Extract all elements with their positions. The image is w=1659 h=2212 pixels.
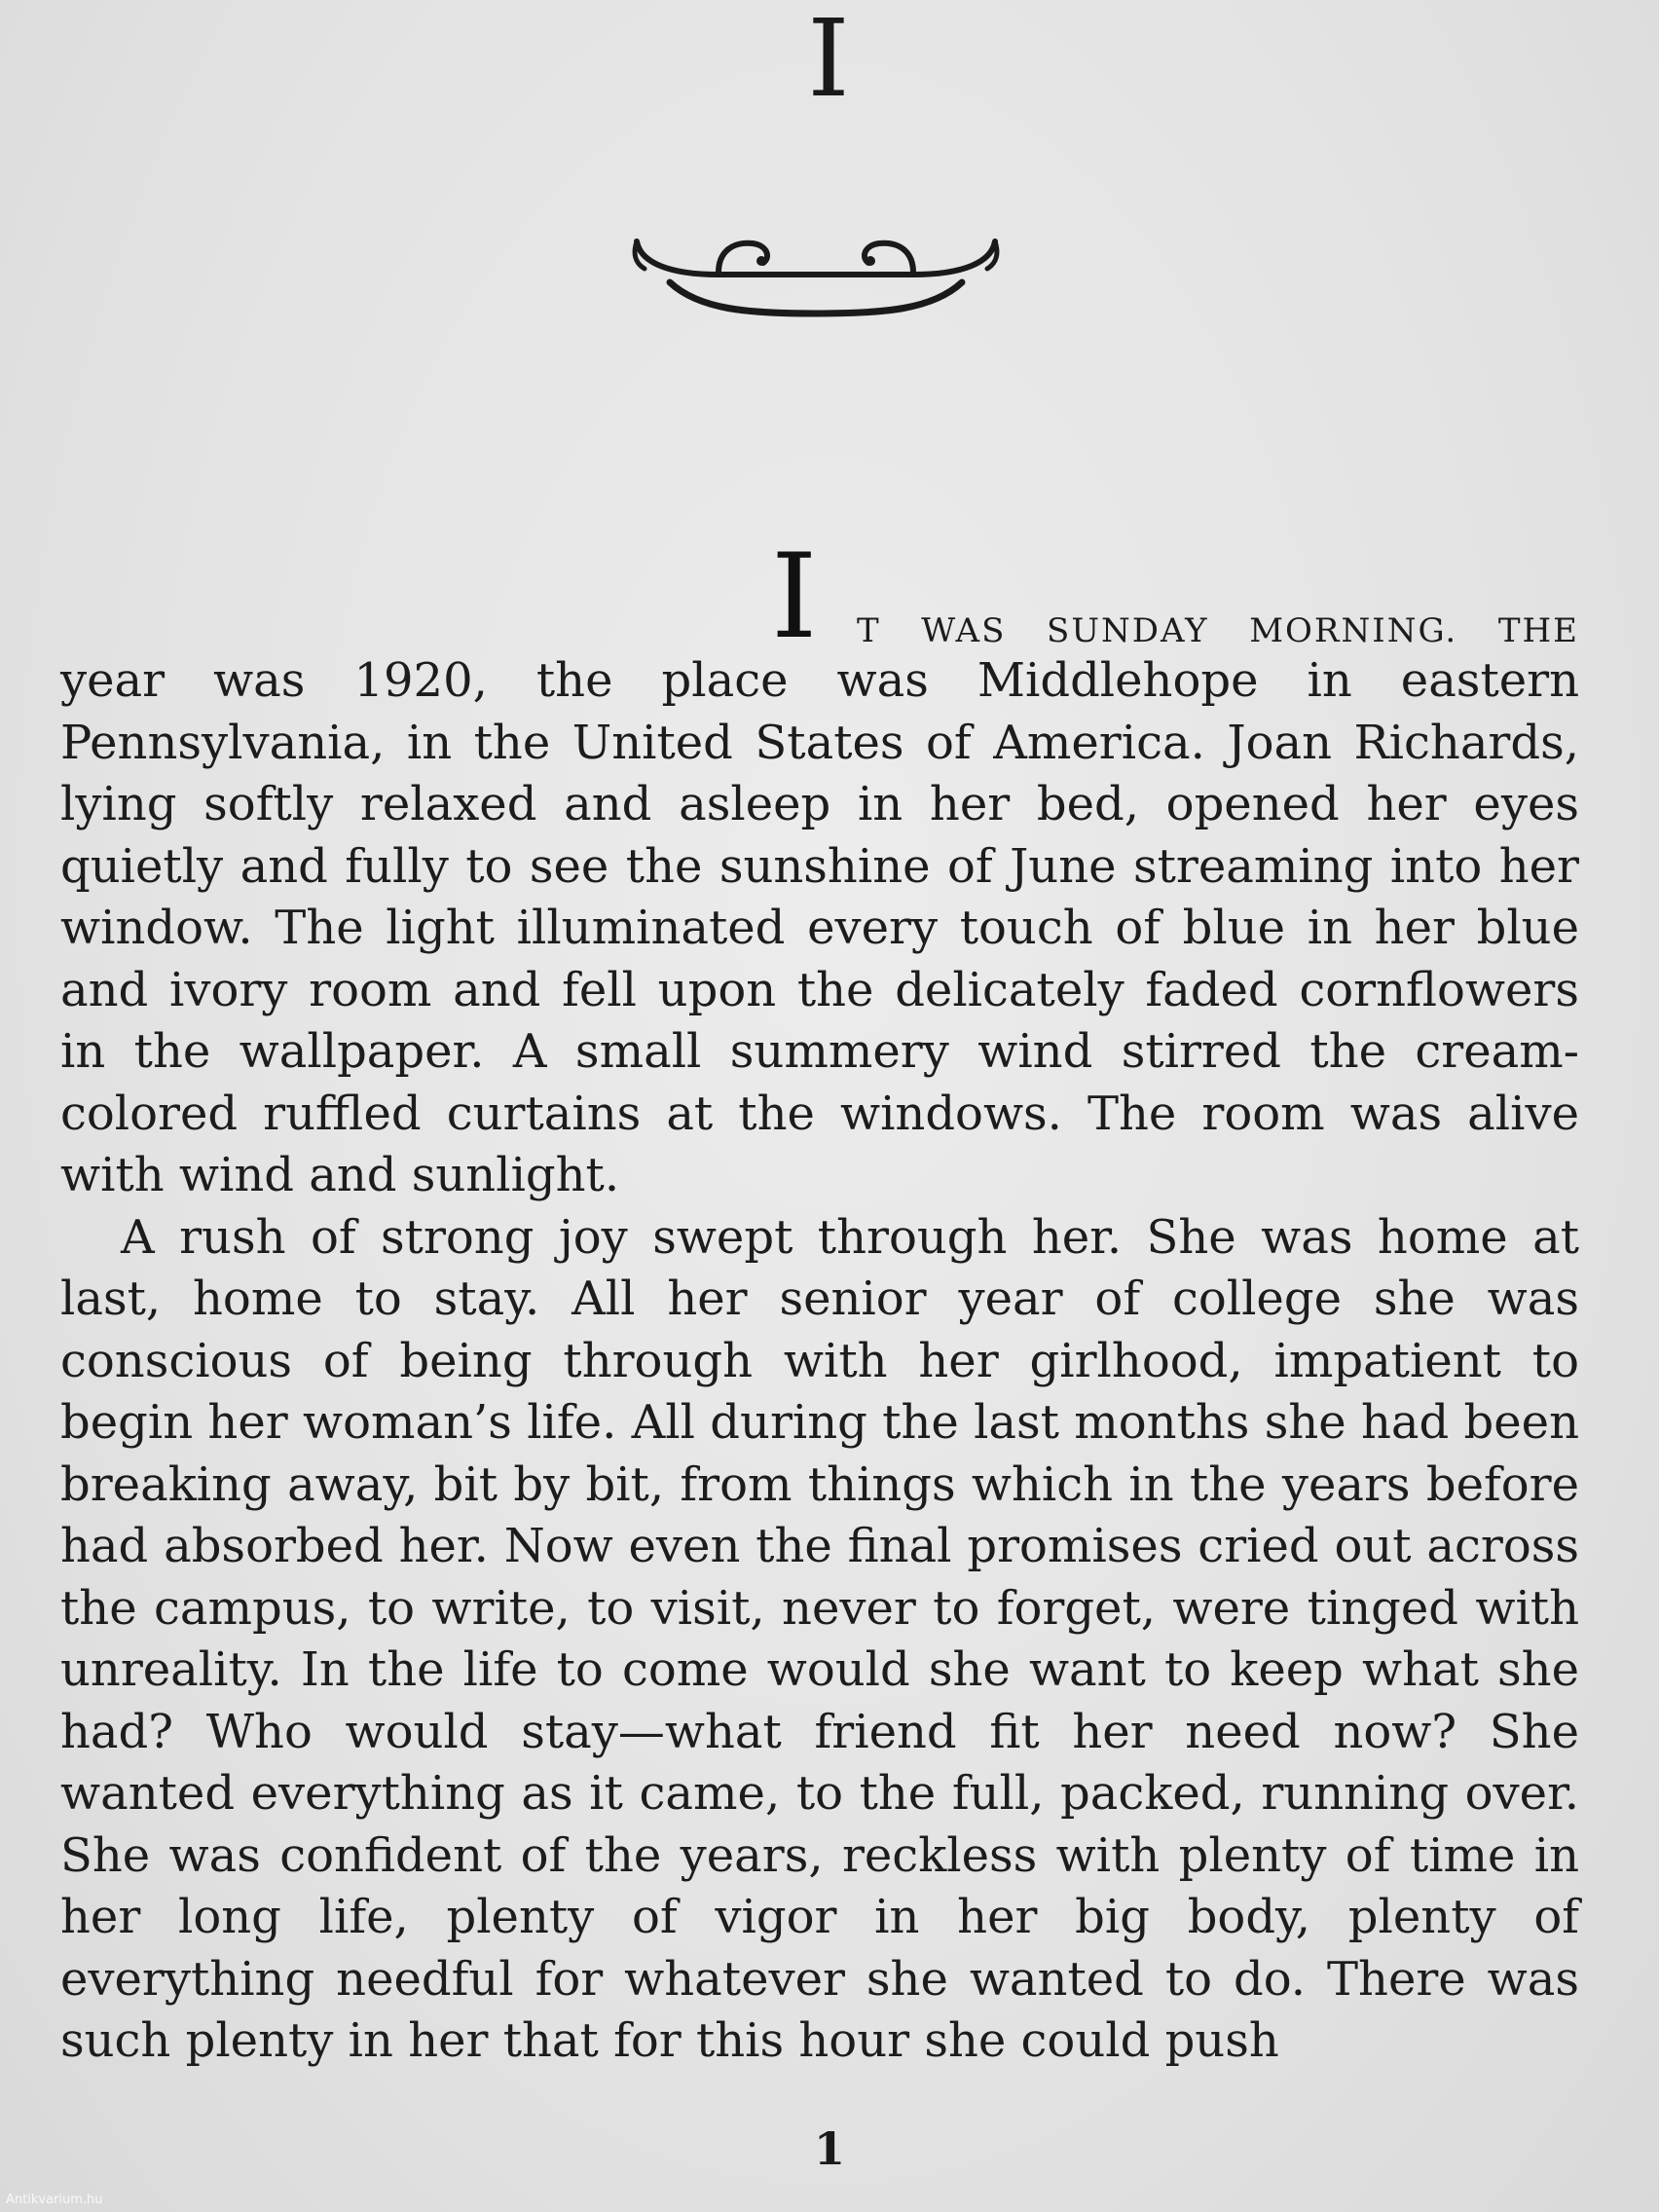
paragraph: year was 1920, the place was Middlehope in eastern Pennsylvania, in the United States of America. Joan Richards, lying softly relaxed and asleep in her bed, opened her eyes quietly and fully to see the sunshine of June streaming into her window. The light illuminated every touch of blue in her blue and ivory room and fell upon the delicately faded cornflowers in the wallpaper. A small summery wind stirred the cream-colored ruffled curtains at the windows. The room was alive with wind and sunlight. xyxy=(60,653,1579,1202)
scroll-flourish-icon xyxy=(631,224,1001,321)
page-number: 1 xyxy=(813,2122,845,2175)
paragraph: A rush of strong joy swept through her. She was home at last, home to stay. All her senior year of college she was conscious of being through with her girlhood, impatient to begin her woman’s life. All during the last months she had been breaking away, bit by bit, from things which in the years before had absorbed her. Now even the final promises cried out across the campus, to write, to visit, never to forget, were tinged with unreality. In the life to come would she want to keep what she had? Who would stay—what friend fit her need now? She wanted everything as it came, to the full, packed, running over. She was confident of the years, reckless with plenty of time in her long life, plenty of vigor in her big body, plenty of everything needful for whatever she wanted to do. There was such plenty in her that for this hour she could push xyxy=(60,1209,1579,2068)
drop-cap: I xyxy=(771,530,818,665)
small-caps-opening: T WAS SUNDAY MORNING. THE xyxy=(857,611,1579,650)
opening-line xyxy=(60,530,1579,665)
chapter-numeral: I xyxy=(807,0,852,121)
chapter-body xyxy=(60,530,1579,2073)
watermark: Antikvarium.hu xyxy=(6,2193,103,2207)
